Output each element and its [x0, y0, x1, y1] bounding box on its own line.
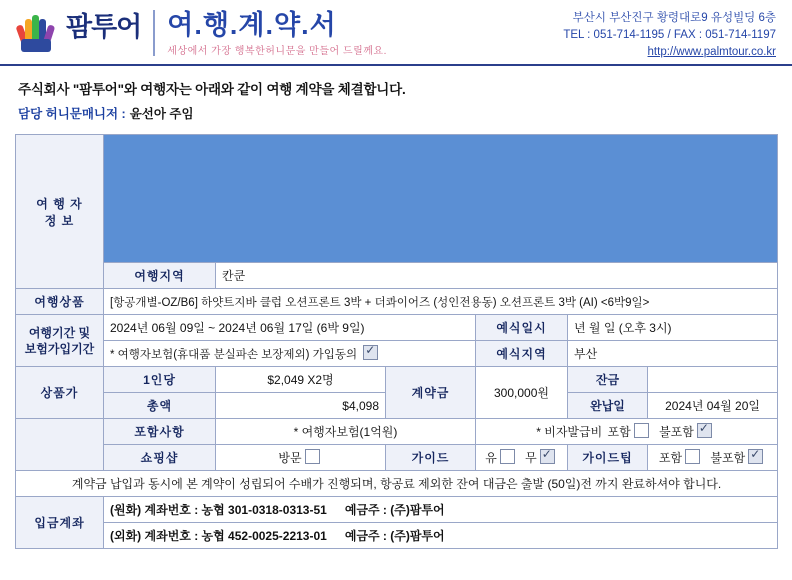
guide-no-label: 무	[525, 451, 537, 465]
balance-label-line1: 잔금	[595, 372, 620, 387]
region-value: 칸쿤	[216, 263, 778, 289]
insurance-consent-checkbox[interactable]	[363, 345, 378, 360]
period-value: 2024년 06월 09일 ~ 2024년 06월 17일 (6박 9일)	[104, 315, 476, 341]
visa-include-option[interactable]	[608, 423, 652, 440]
contract-note: 계약금 납입과 동시에 본 계약이 성립되어 수배가 진행되며, 항공료 제외한 잔여 대금은 출발 (50일)전 까지 완료하셔야 합니다.	[16, 471, 778, 497]
visa-include-checkbox[interactable]	[634, 423, 649, 438]
account-fx-cell	[104, 523, 778, 549]
balance-label-line2: 완납일	[590, 398, 625, 413]
manager-label: 담당 허니문매니저 :	[18, 107, 126, 121]
intro-statement: 주식회사 "팜투어"와 여행자는 아래와 같이 여행 계약을 체결합니다.	[18, 82, 406, 97]
guide-no-option[interactable]	[525, 449, 558, 466]
guide-no-checkbox[interactable]	[540, 449, 555, 464]
guide-yes-option[interactable]	[485, 449, 518, 466]
manager-line	[18, 104, 774, 122]
shopping-visit-label: 방문	[278, 451, 302, 465]
traveler-info-label-line1: 여 행 자	[36, 196, 83, 211]
table-row-price-per-person	[16, 367, 778, 393]
total-label: 총액	[104, 393, 216, 419]
guide-tip-include-checkbox[interactable]	[685, 449, 700, 464]
guide-tip-exclude-option[interactable]	[710, 449, 766, 466]
guide-yes-label: 유	[485, 451, 497, 465]
visa-include-label: 포함	[607, 425, 631, 439]
balance-label-2	[568, 393, 648, 419]
company-address: 부산시 부산진구 황령대로9 유성빌딩 6층	[572, 12, 776, 24]
period-label-line1: 여행기간 및	[28, 325, 91, 340]
period-label	[16, 315, 104, 367]
table-row-product	[16, 289, 778, 315]
guide-tip-label: 가이드팁	[568, 445, 648, 471]
total-value: $4,098	[216, 393, 386, 419]
guide-tip-exclude-label: 불포함	[710, 451, 746, 465]
guide-yes-checkbox[interactable]	[500, 449, 515, 464]
traveler-info-redacted-area	[104, 135, 778, 263]
company-website-link[interactable]: http://www.palmtour.co.kr	[647, 46, 776, 58]
deposit-label: 계약금	[386, 367, 476, 419]
table-row-insurance	[16, 341, 778, 367]
account-krw-number: (원화) 계좌번호 : 농협 301-0318-0313-51	[110, 503, 327, 517]
document-subtitle: 세상에서 가장 행복한허니문을 만들어 드릴께요.	[167, 46, 387, 57]
shopping-visit-cell	[216, 445, 386, 471]
brand-block	[16, 10, 141, 52]
table-row-traveler-info	[16, 135, 778, 263]
price-label: 상품가	[16, 367, 104, 419]
traveler-info-label	[16, 135, 104, 289]
document-title: 여.행.계.약.서	[167, 10, 337, 40]
account-fx-owner: 예금주 : (주)팜투어	[344, 529, 445, 543]
region-label: 여행지역	[104, 263, 216, 289]
guide-tip-include-label: 포함	[658, 451, 683, 465]
traveler-info-label-line2: 정 보	[44, 213, 75, 228]
manager-name: 윤선아 주임	[129, 107, 194, 121]
product-label: 여행상품	[16, 289, 104, 315]
visa-exclude-label: 불포함	[659, 425, 694, 439]
table-row-period	[16, 315, 778, 341]
header-divider	[153, 10, 155, 56]
per-person-value: $2,049 X2명	[216, 367, 386, 393]
guide-tip-options-cell	[648, 445, 778, 471]
period-label-line2: 보험가입기간	[24, 341, 95, 356]
title-block	[167, 10, 387, 57]
account-label: 입금계좌	[16, 497, 104, 549]
visa-fee-cell	[476, 419, 778, 445]
palmtour-logo-icon	[16, 12, 60, 52]
intro-block	[0, 66, 792, 130]
wedding-date-value: 년 월 일 (오후 3시)	[568, 315, 778, 341]
insurance-consent	[104, 341, 476, 367]
include-label: 포함사항	[104, 419, 216, 445]
table-row-region	[16, 263, 778, 289]
balance-value: 2024년 04월 20일	[648, 393, 778, 419]
contract-table	[15, 134, 778, 549]
guide-tip-include-option[interactable]	[659, 449, 703, 466]
account-fx-number: (외화) 계좌번호 : 농협 452-0025-2213-01	[110, 529, 327, 543]
balance-label	[568, 367, 648, 393]
include-value: * 여행자보험(1억원)	[216, 419, 476, 445]
guide-options-cell	[476, 445, 568, 471]
visa-exclude-checkbox[interactable]	[697, 423, 712, 438]
table-row-include	[16, 419, 778, 445]
product-value: [항공개별-OZ/B6] 하얏트지바 클럽 오션프론트 3박 + 더콰이어즈 (성인전용동) 오션프론트 3박 (AI) <6박9일>	[104, 289, 778, 315]
account-krw-owner: 예금주 : (주)팜투어	[344, 503, 445, 517]
company-tel-fax: TEL : 051-714-1195 / FAX : 051-714-1197	[563, 29, 776, 41]
guide-label: 가이드	[386, 445, 476, 471]
guide-tip-exclude-checkbox[interactable]	[748, 449, 763, 464]
visa-fee-label: * 비자발급비	[536, 425, 603, 439]
company-contact	[563, 10, 776, 61]
balance-spacer	[648, 367, 778, 393]
shopping-label: 쇼핑샵	[104, 445, 216, 471]
account-krw-cell	[104, 497, 778, 523]
shopping-visit-checkbox[interactable]	[305, 449, 320, 464]
insurance-consent-label: * 여행자보험(휴대품 분실파손 보장제외) 가입동의	[110, 349, 358, 361]
table-row-account-krw	[16, 497, 778, 523]
wedding-date-label: 예식일시	[476, 315, 568, 341]
brand-name: 팜투어	[66, 12, 142, 42]
include-label-cell	[16, 419, 104, 471]
per-person-label: 1인당	[104, 367, 216, 393]
wedding-place-value: 부산	[568, 341, 778, 367]
visa-exclude-option[interactable]	[659, 423, 715, 440]
deposit-value: 300,000원	[476, 367, 568, 419]
table-row-shopping-guide	[16, 445, 778, 471]
table-row-account-fx	[16, 523, 778, 549]
wedding-place-label: 예식지역	[476, 341, 568, 367]
table-row-contract-note	[16, 471, 778, 497]
document-header	[0, 0, 792, 66]
